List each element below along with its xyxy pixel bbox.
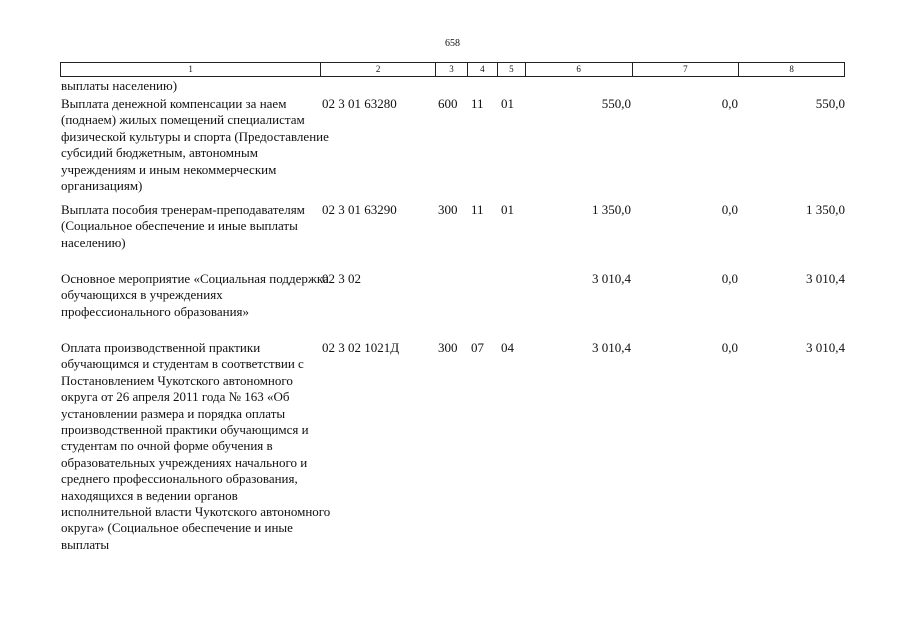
row-rz: 07: [471, 340, 484, 355]
row-value-6: 3 010,4: [592, 340, 631, 355]
row-value-8: 550,0: [815, 96, 845, 111]
header-col-3: 3: [436, 63, 468, 76]
row-code: 02 3 02: [322, 271, 361, 286]
row-value-6: 550,0: [601, 96, 631, 111]
row-code: 02 3 01 63290: [322, 202, 397, 217]
row-value-8: 3 010,4: [806, 271, 845, 286]
table-header-row: [60, 62, 845, 77]
row-value-7: 0,0: [721, 340, 738, 355]
row-rz: 11: [471, 202, 484, 217]
row-value-7: 0,0: [721, 202, 738, 217]
row-value-8: 1 350,0: [806, 202, 845, 217]
row-value-8: 3 010,4: [806, 340, 845, 355]
header-col-1: 1: [61, 63, 321, 76]
row-name: Оплата производственной практики обучающимся и студентам в соответствии с Постановлением Чукотского автономного округа от 26 апреля 2011 года № 163 «Об установлении размера и порядка оплаты производственной практики обучающимся и студентам по очной форме обучения в образовательных учреждениях начального и среднего профессионального образования, находящихся в ведении органов исполнительной власти Чукотского автономного округа» (Социальное обеспечение и иные выплаты: [61, 340, 331, 552]
row-vr: 300: [438, 202, 458, 217]
continuation-text: выплаты населению): [61, 78, 178, 93]
header-col-4: 4: [468, 63, 498, 76]
header-col-6: 6: [526, 63, 633, 76]
row-name: Выплата пособия тренерам-преподавателям (Социальное обеспечение и иные выплаты населению): [61, 202, 305, 250]
row-pr: 01: [501, 202, 514, 217]
header-col-5: 5: [498, 63, 526, 76]
row-value-7: 0,0: [721, 96, 738, 111]
header-col-2: 2: [321, 63, 436, 76]
row-pr: 01: [501, 96, 514, 111]
row-name: Основное мероприятие «Социальная поддержка обучающихся в учреждениях профессионального образования»: [61, 271, 329, 319]
page-number: 658: [445, 38, 460, 49]
row-rz: 11: [471, 96, 484, 111]
row-value-7: 0,0: [721, 271, 738, 286]
row-vr: 600: [438, 96, 458, 111]
header-col-7: 7: [633, 63, 740, 76]
row-name: Выплата денежной компенсации за наем (поднаем) жилых помещений специалистам физической культуры и спорта (Предоставление субсидий бюджетным, автономным учреждениям и иным некоммерческим организациям): [61, 96, 329, 194]
header-col-8: 8: [789, 64, 794, 74]
row-vr: 300: [438, 340, 458, 355]
row-code: 02 3 02 1021Д: [322, 340, 400, 355]
row-pr: 04: [501, 340, 514, 355]
row-code: 02 3 01 63280: [322, 96, 397, 111]
row-value-6: 3 010,4: [592, 271, 631, 286]
row-value-6: 1 350,0: [592, 202, 631, 217]
